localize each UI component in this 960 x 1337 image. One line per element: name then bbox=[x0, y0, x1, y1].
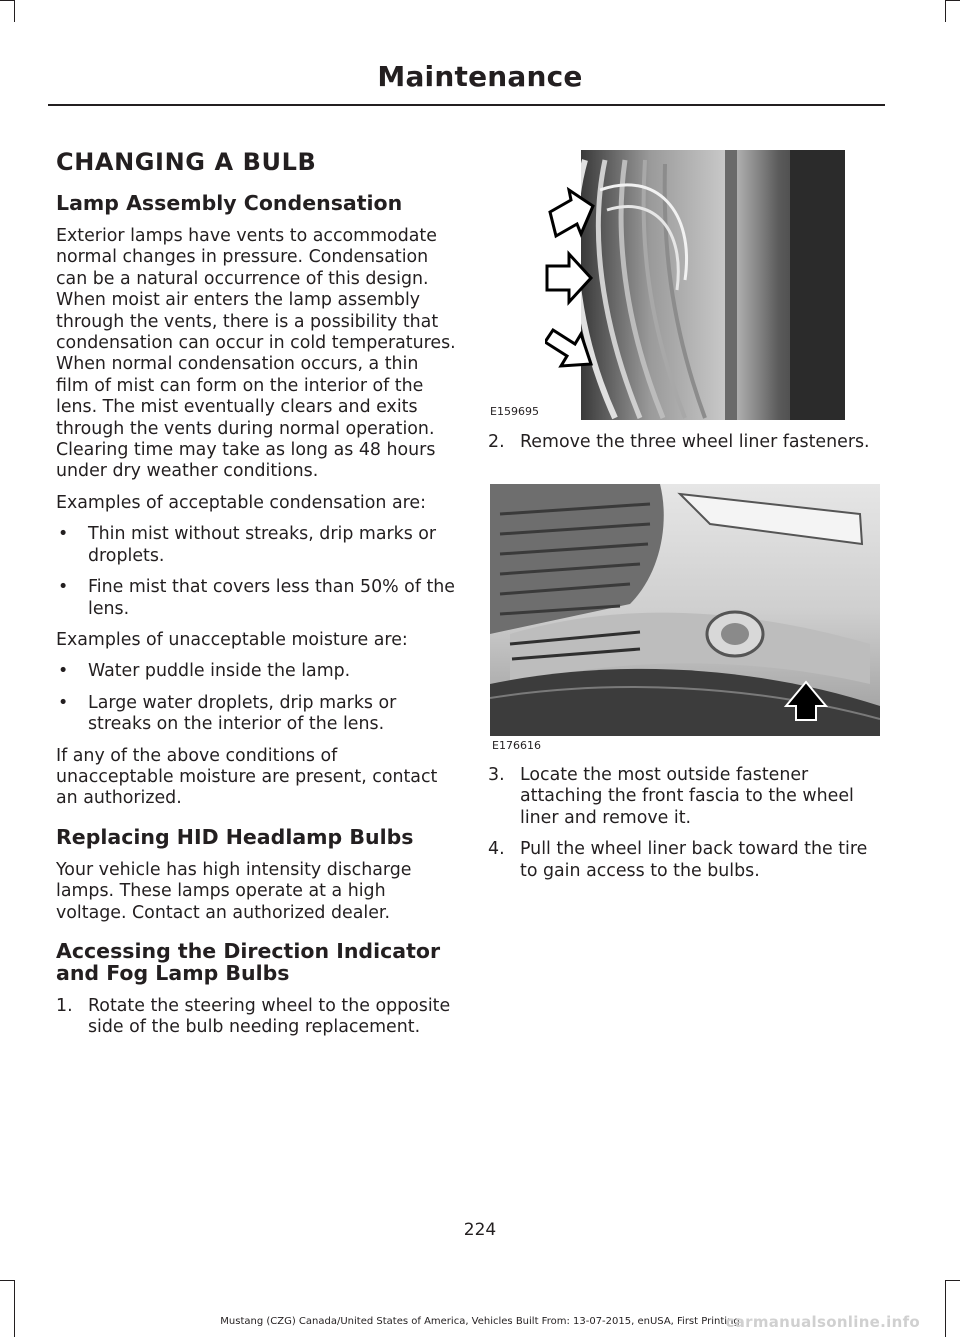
list-item bbox=[56, 524, 456, 567]
steps-list-left bbox=[56, 996, 456, 1039]
figure-code: E159695 bbox=[490, 405, 539, 418]
crop-mark bbox=[945, 1280, 946, 1337]
list-item bbox=[56, 661, 456, 682]
figure-code: E176616 bbox=[492, 739, 541, 752]
list-item-text: Large water droplets, drip marks or streaks on the interior of the lens. bbox=[88, 692, 397, 735]
crop-mark bbox=[946, 1280, 960, 1281]
list-item-text: Fine mist that covers less than 50% of the lens. bbox=[88, 577, 456, 619]
subsection-hid-title: Replacing HID Headlamp Bulbs bbox=[56, 824, 414, 849]
unacceptable-intro: Examples of unacceptable moisture are: bbox=[56, 629, 408, 650]
bullet-mark: • bbox=[58, 692, 69, 713]
subsection-access-title: Accessing the Direction Indicator and Fog Lamp Bulbs bbox=[56, 938, 441, 985]
front-fascia-figure bbox=[490, 484, 880, 736]
crop-mark bbox=[14, 1280, 15, 1337]
condensation-paragraph: Exterior lamps have vents to accommodate normal changes in pressure. Condensation can be a natural occurrence of this design. When moist air enters the lamp assembly through the vents, there is a possibility that condensation can occur in cold temperatures. When normal condensation occurs, a thin film of mist can form on the interior of the lens. The mist eventually clears and exits through the vents during normal operation. Clearing time may take as long as 48 hours under dry weather conditions. bbox=[56, 226, 456, 482]
crop-mark bbox=[0, 1280, 14, 1281]
crop-mark bbox=[945, 0, 960, 1]
left-column bbox=[56, 148, 456, 1049]
step-item bbox=[488, 765, 888, 829]
step-item bbox=[488, 839, 888, 882]
page-number: 224 bbox=[463, 1220, 497, 1240]
step-number: 3. bbox=[488, 765, 505, 785]
list-item-text: Water puddle inside the lamp. bbox=[88, 661, 351, 682]
unacceptable-list bbox=[56, 661, 456, 735]
list-item bbox=[56, 693, 456, 736]
step-number: 4. bbox=[488, 839, 505, 860]
bullet-mark: • bbox=[58, 661, 69, 682]
hid-paragraph: Your vehicle has high intensity discharge lamps. These lamps operate at a high voltage. Contact an authorized dealer. bbox=[56, 859, 412, 923]
headlamp-figure bbox=[545, 150, 845, 420]
step-2 bbox=[488, 432, 888, 453]
step-text: Remove the three wheel liner fasteners. bbox=[520, 432, 870, 452]
crop-mark bbox=[945, 0, 946, 22]
step-number: 1. bbox=[56, 995, 73, 1016]
step-text: Rotate the steering wheel to the opposite side of the bulb needing replacement. bbox=[88, 995, 451, 1038]
conditions-paragraph: If any of the above conditions of unacceptable moisture are present, contact an authorized. bbox=[56, 745, 438, 809]
crop-mark bbox=[14, 0, 15, 22]
bullet-mark: • bbox=[58, 577, 69, 598]
bullet-mark: • bbox=[58, 524, 69, 545]
list-item-text: Thin mist without streaks, drip marks or droplets. bbox=[88, 524, 437, 566]
list-item bbox=[56, 577, 456, 620]
footer-text: Mustang (CZG) Canada/United States of America, Vehicles Built From: 13-07-2015, enUSA, First Printing bbox=[220, 1316, 740, 1327]
page-header-title: Maintenance bbox=[377, 60, 583, 93]
step-text: Locate the most outside fastener attaching the front fascia to the wheel liner and remove it. bbox=[520, 765, 854, 828]
step-number: 2. bbox=[488, 432, 505, 452]
crop-mark bbox=[0, 0, 14, 1]
steps-list-right bbox=[488, 765, 888, 892]
acceptable-intro: Examples of acceptable condensation are: bbox=[56, 492, 426, 513]
watermark: carmanualsonline.info bbox=[725, 1313, 920, 1331]
step-item bbox=[56, 996, 456, 1039]
header-rule bbox=[48, 104, 885, 106]
acceptable-list bbox=[56, 524, 456, 620]
step-text: Pull the wheel liner back toward the tire to gain access to the bulbs. bbox=[520, 839, 868, 881]
section-title: CHANGING A BULB bbox=[56, 148, 317, 176]
subsection-condensation-title: Lamp Assembly Condensation bbox=[56, 191, 403, 215]
